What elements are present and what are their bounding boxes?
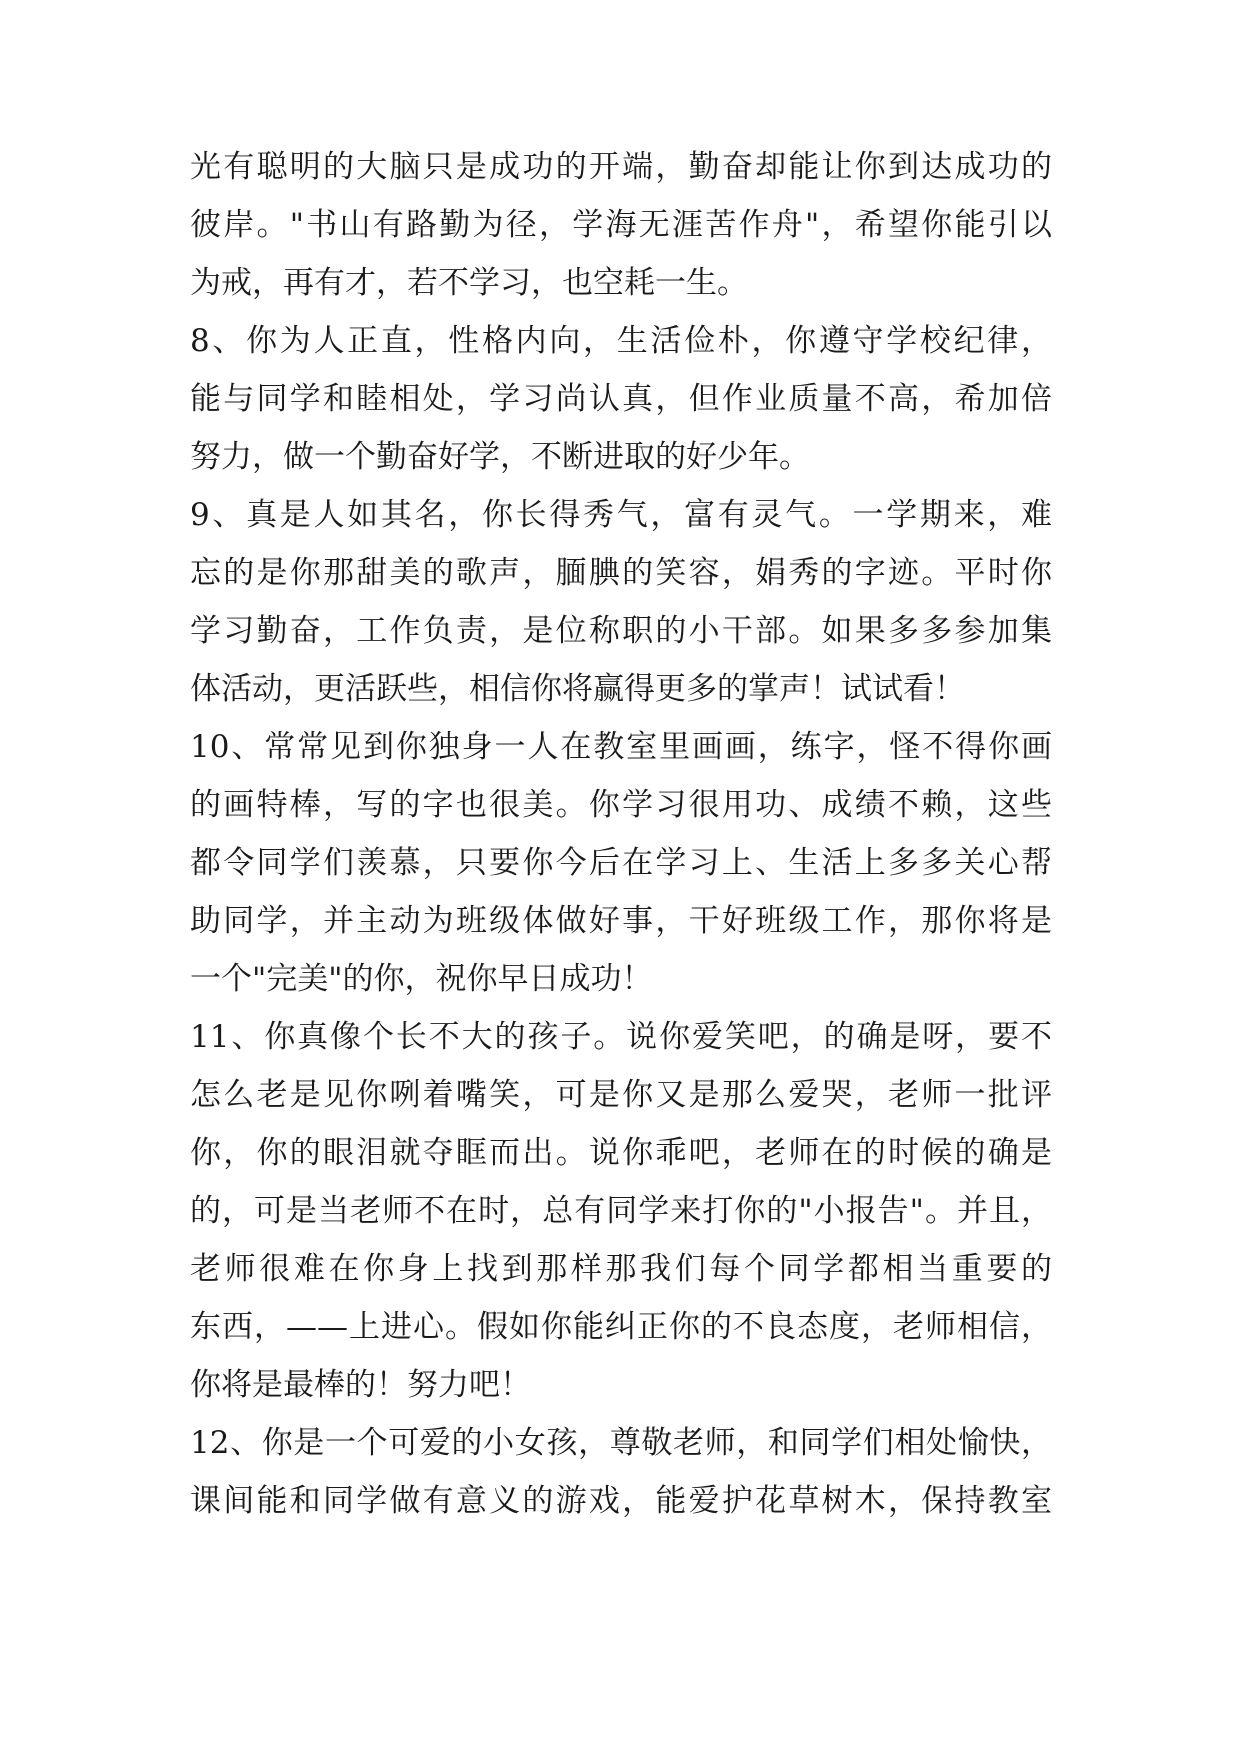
text-line-12: 的画特棒，写的字也很美。你学习很用功、成绩不赖，这些 [190,787,1052,823]
text-line-16: 11、你真像个长不大的孩子。说你爱笑吧，的确是呀，要不 [190,1019,1052,1055]
text-line-19: 的，可是当老师不在时，总有同学来打你的"小报告"。并且， [190,1193,1052,1229]
text-line-11: 10、常常见到你独身一人在教室里画画，练字，怪不得你画 [190,729,1052,765]
text-line-5: 能与同学和睦相处，学习尚认真，但作业质量不高，希加倍 [190,381,1052,417]
text-line-17: 怎么老是见你咧着嘴笑，可是你又是那么爱哭，老师一批评 [190,1077,1052,1113]
text-line-24: 课间能和同学做有意义的游戏，能爱护花草树木，保持教室 [190,1483,1052,1519]
text-line-10: 体活动，更活跃些，相信你将赢得更多的掌声！试试看！ [190,671,965,707]
text-line-18: 你，你的眼泪就夺眶而出。说你乖吧，老师在的时候的确是 [190,1135,1052,1171]
text-line-4: 8、你为人正直，性格内向，生活俭朴，你遵守学校纪律， [190,323,1052,359]
text-line-15: 一个"完美"的你，祝你早日成功！ [190,961,653,997]
text-line-8: 忘的是你那甜美的歌声，腼腆的笑容，娟秀的字迹。平时你 [190,555,1052,591]
text-line-22: 你将是最棒的！努力吧！ [190,1367,531,1403]
text-line-3: 为戒，再有才，若不学习，也空耗一生。 [190,265,748,301]
text-line-7: 9、真是人如其名，你长得秀气，富有灵气。一学期来，难 [190,497,1052,533]
text-line-6: 努力，做一个勤奋好学，不断进取的好少年。 [190,439,810,475]
text-line-20: 老师很难在你身上找到那样那我们每个同学都相当重要的 [190,1251,1052,1287]
text-line-9: 学习勤奋，工作负责，是位称职的小干部。如果多多参加集 [190,613,1052,649]
text-line-2: 彼岸。"书山有路勤为径，学海无涯苦作舟"，希望你能引以 [190,207,1052,243]
text-line-1: 光有聪明的大脑只是成功的开端，勤奋却能让你到达成功的 [190,149,1052,185]
text-line-13: 都令同学们羡慕，只要你今后在学习上、生活上多多关心帮 [190,845,1052,881]
text-line-21: 东西，——上进心。假如你能纠正你的不良态度，老师相信， [190,1309,1052,1345]
text-line-23: 12、你是一个可爱的小女孩，尊敬老师，和同学们相处愉快， [190,1425,1052,1461]
text-line-14: 助同学，并主动为班级体做好事，干好班级工作，那你将是 [190,903,1052,939]
